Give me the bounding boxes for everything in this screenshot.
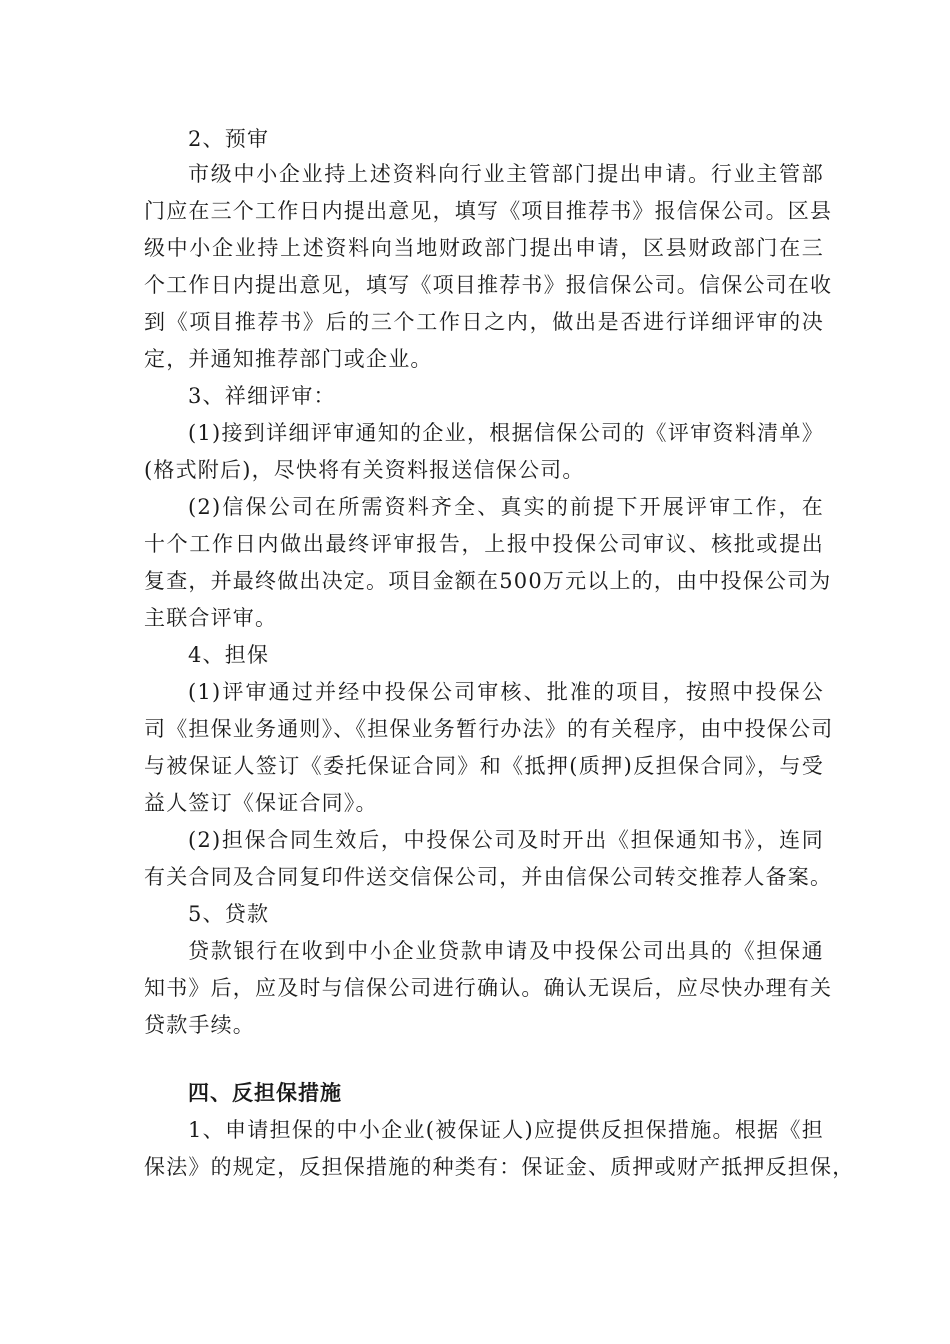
paragraph-line: 1、申请担保的中小企业(被保证人)应提供反担保措施。根据《担 (188, 1118, 824, 1142)
paragraph-line: 定，并通知推荐部门或企业。 (144, 347, 433, 371)
paragraph-line: 司《担保业务通则》、《担保业务暂行办法》的有关程序，由中投保公司 (144, 717, 834, 741)
chapter-heading-counter-guarantee: 四、反担保措施 (188, 1080, 342, 1105)
paragraph-line: (2)担保合同生效后，中投保公司及时开出《担保通知书》，连同 (188, 828, 824, 852)
paragraph-line: (格式附后)，尽快将有关资料报送信保公司。 (144, 458, 585, 482)
paragraph-line: 知书》后，应及时与信保公司进行确认。确认无误后，应尽快办理有关 (144, 976, 833, 1000)
paragraph-line: 主联合评审。 (144, 606, 278, 630)
section-heading-loan: 5、贷款 (188, 902, 270, 926)
section-heading-detailed-review: 3、祥细评审： (188, 384, 336, 408)
paragraph-line: 贷款银行在收到中小企业贷款申请及中投保公司出具的《担保通 (188, 939, 824, 963)
paragraph-line: 十个工作日内做出最终评审报告，上报中投保公司审议、核批或提出 (144, 532, 824, 556)
section-heading-guarantee: 4、担保 (188, 643, 270, 667)
paragraph-line: (1)接到详细评审通知的企业，根据信保公司的《评审资料清单》 (188, 421, 824, 445)
paragraph-line: 到《项目推荐书》后的三个工作日之内，做出是否进行详细评审的决 (144, 310, 824, 334)
paragraph-line: 与被保证人签订《委托保证合同》和《抵押(质押)反担保合同》，与受 (144, 754, 824, 778)
paragraph-line: 复查，并最终做出决定。项目金额在500万元以上的，由中投保公司为 (144, 569, 832, 593)
paragraph-line: (2)信保公司在所需资料齐全、真实的前提下开展评审工作，在 (188, 495, 824, 519)
paragraph-line: 贷款手续。 (144, 1013, 255, 1037)
paragraph-line: 级中小企业持上述资料向当地财政部门提出申请，区县财政部门在三 (144, 236, 824, 260)
paragraph-line: 保法》的规定，反担保措施的种类有：保证金、质押或财产抵押反担保， (144, 1155, 855, 1179)
paragraph-line: 益人签订《保证合同》。 (144, 791, 378, 815)
paragraph-line: 个工作日内提出意见，填写《项目推荐书》报信保公司。信保公司在收 (144, 273, 833, 297)
paragraph-line: 市级中小企业持上述资料向行业主管部门提出申请。行业主管部 (188, 162, 824, 186)
paragraph-line: (1)评审通过并经中投保公司审核、批准的项目，按照中投保公 (188, 680, 824, 704)
paragraph-line: 有关合同及合同复印件送交信保公司，并由信保公司转交推荐人备案。 (144, 865, 833, 889)
paragraph-line: 门应在三个工作日内提出意见，填写《项目推荐书》报信保公司。区县 (144, 199, 833, 223)
section-heading-preliminary-review: 2、预审 (188, 127, 270, 151)
